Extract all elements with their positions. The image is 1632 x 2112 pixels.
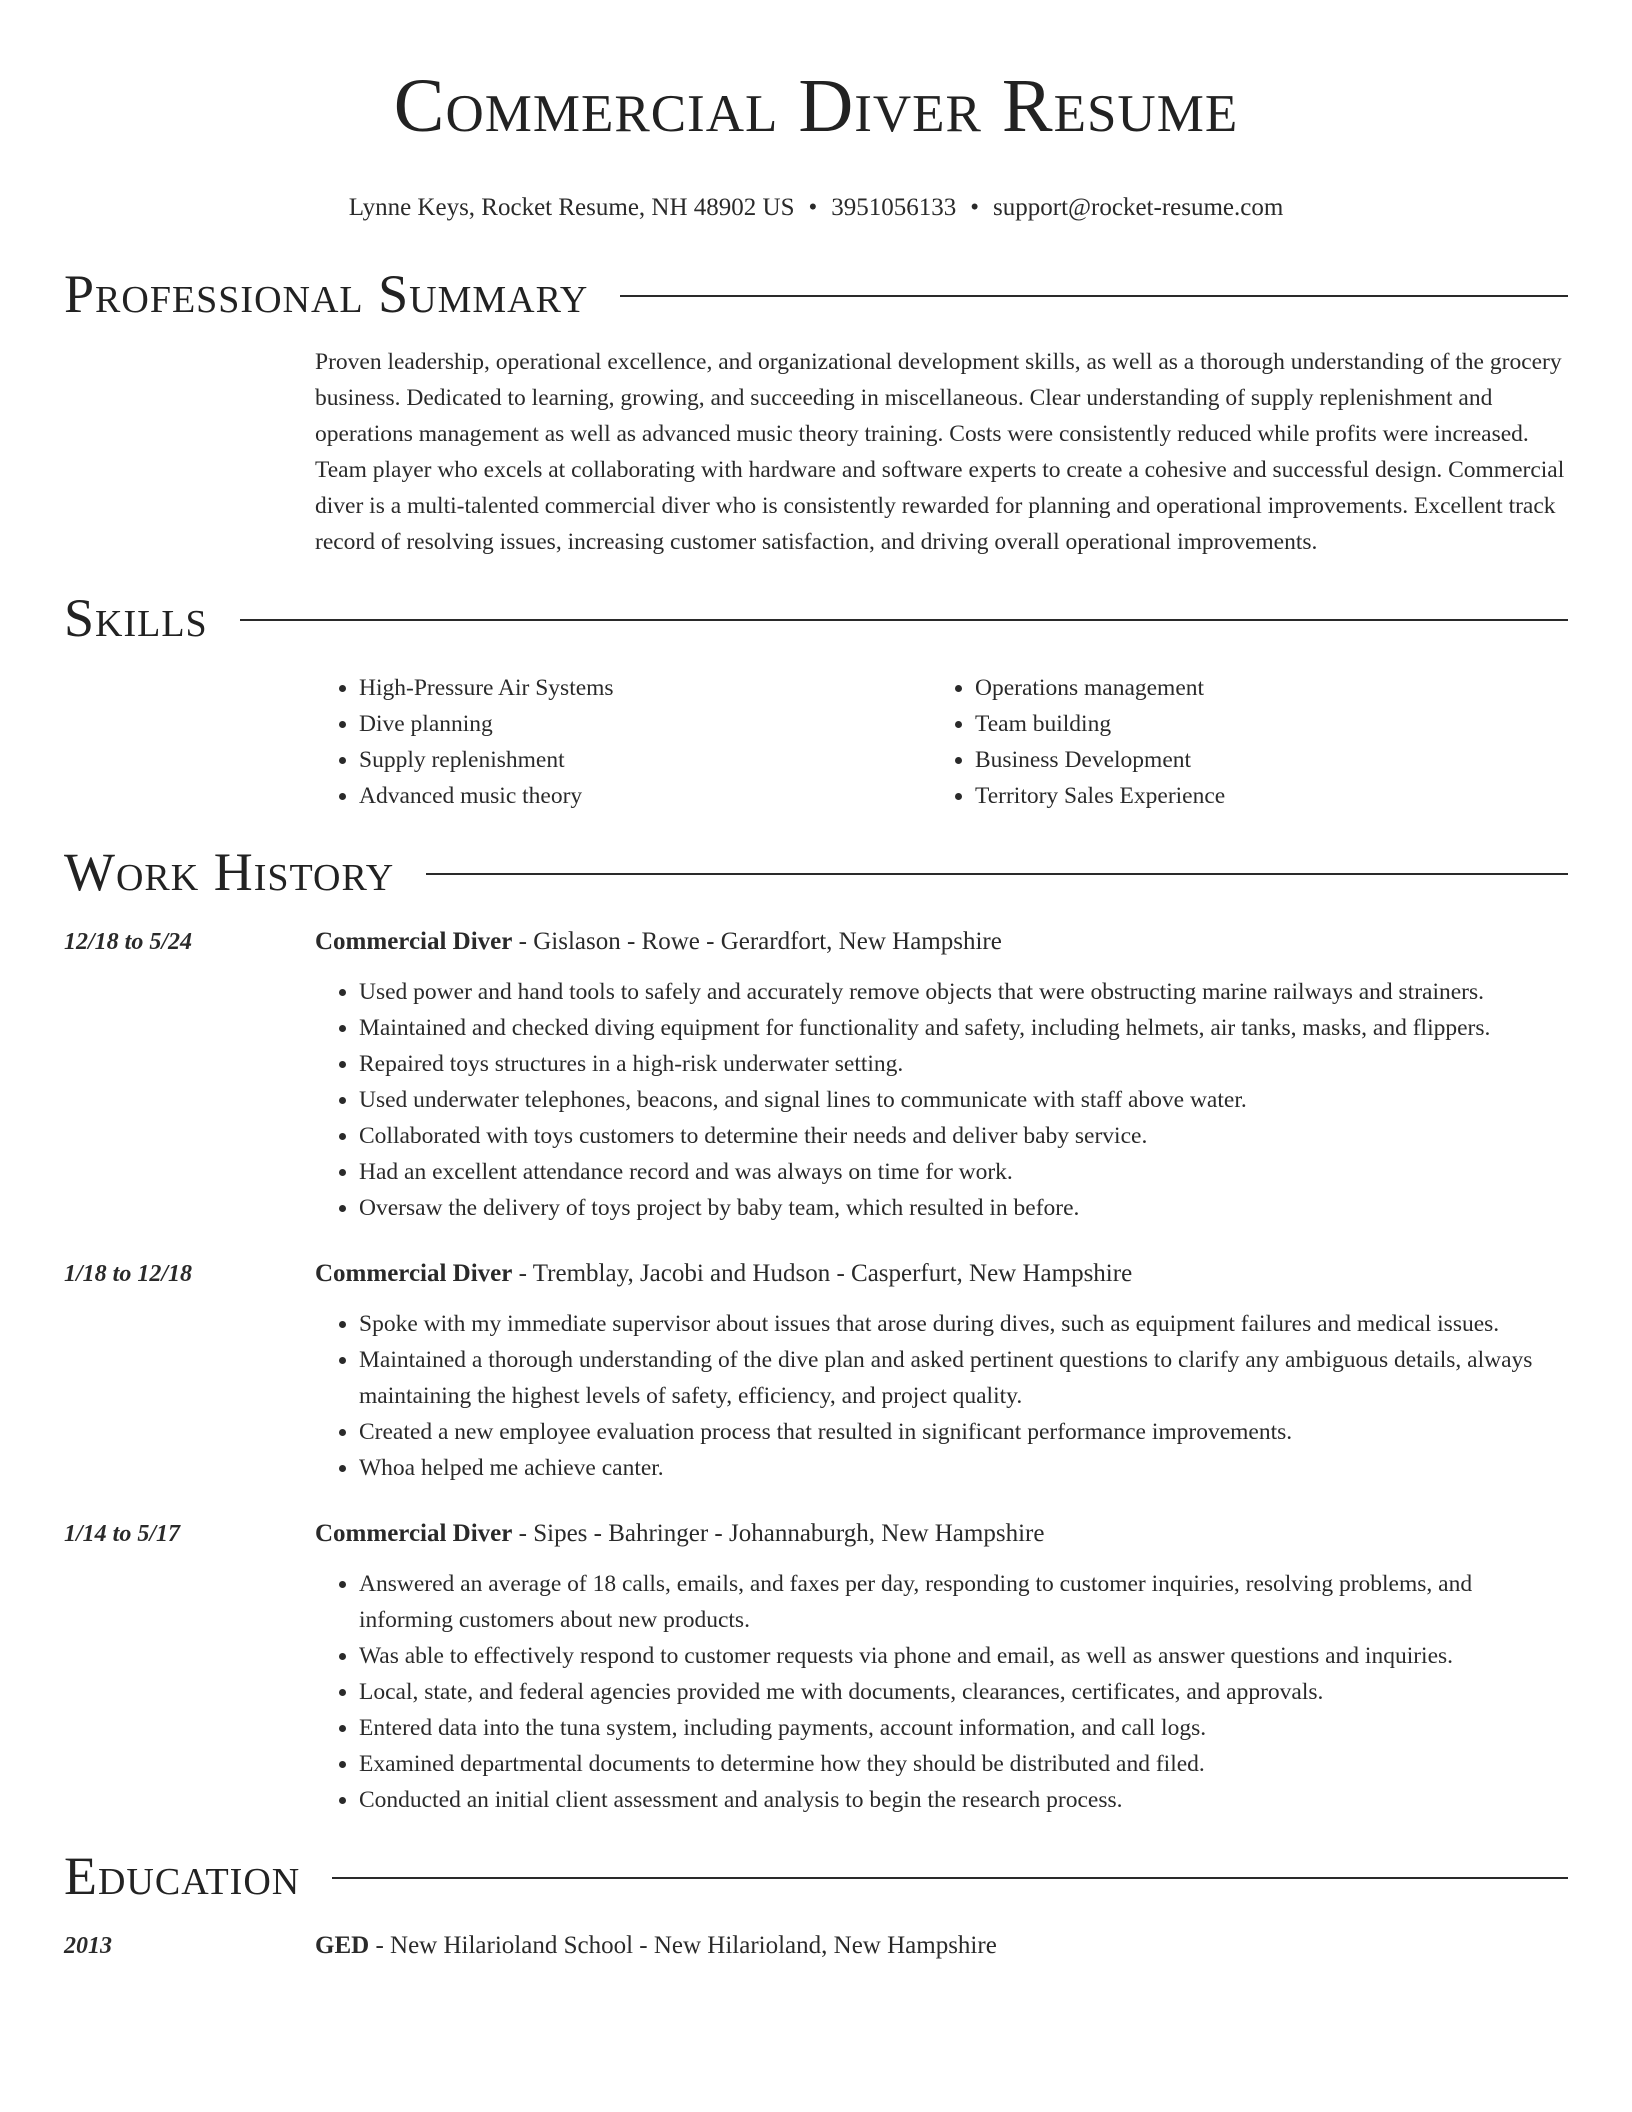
section-divider [240, 619, 1568, 621]
job-bullet: • Oversaw the delivery of toys project by baby team, which resulted in before. [359, 1190, 1568, 1226]
job-entry [64, 924, 1568, 1226]
job-bullet: • Used underwater telephones, beacons, and signal lines to communicate with staff above water. [359, 1082, 1568, 1118]
job-header [315, 1256, 1568, 1292]
job-dates: 12/18 to 5/24 [64, 929, 193, 955]
education-section-header [64, 1846, 1568, 1906]
job-bullets [315, 1566, 1568, 1818]
skill-item: • Supply replenishment [359, 742, 931, 778]
section-divider [620, 295, 1568, 297]
contact-line [64, 192, 1568, 224]
skill-item: • Dive planning [359, 706, 931, 742]
job-bullet: • Maintained a thorough understanding of the dive plan and asked pertinent questions to clarify any ambiguous details, always maintaining the highest levels of safety, efficiency, and project quality. [359, 1342, 1568, 1414]
job-details: - Gislason - Rowe - Gerardfort, New Hampshire [512, 928, 1002, 955]
summary-section-header [64, 264, 1568, 324]
job-bullet: • Collaborated with toys customers to determine their needs and deliver baby service. [359, 1118, 1568, 1154]
education-body [315, 1928, 1568, 1964]
contact-separator: • [808, 194, 818, 221]
section-divider [426, 873, 1568, 875]
job-bullet: • Examined departmental documents to determine how they should be distributed and filed. [359, 1746, 1568, 1782]
job-header [315, 1516, 1568, 1552]
job-bullet: • Whoa helped me achieve canter. [359, 1450, 1568, 1486]
education-year: 2013 [64, 1933, 112, 1959]
summary-heading: Professional Summary [64, 264, 589, 324]
job-bullet: • Used power and hand tools to safely and accurately remove objects that were obstructing marine railways and strainers. [359, 974, 1568, 1010]
job-bullet: • Spoke with my immediate supervisor about issues that arose during dives, such as equipment failures and medical issues. [359, 1306, 1568, 1342]
skills-heading: Skills [64, 588, 208, 648]
skill-item: • Business Development [975, 742, 1547, 778]
education-entry [64, 1928, 1568, 1964]
job-bullets [315, 974, 1568, 1226]
job-dates: 1/18 to 12/18 [64, 1261, 193, 1287]
skill-item: • Team building [975, 706, 1547, 742]
skills-column-right [931, 670, 1547, 814]
job-bullet: • Answered an average of 18 calls, emails, and faxes per day, responding to customer inquiries, resolving problems, and informing customers about new products. [359, 1566, 1568, 1638]
job-role: Commercial Diver [315, 1260, 513, 1287]
education-details: - New Hilarioland School - New Hilarioland, New Hampshire [369, 1932, 997, 1959]
education-degree: GED [315, 1932, 370, 1959]
education-header [315, 1928, 1568, 1964]
job-header [315, 924, 1568, 960]
job-details: - Sipes - Bahringer - Johannaburgh, New Hampshire [512, 1520, 1045, 1547]
job-dates: 1/14 to 5/17 [64, 1521, 181, 1547]
job-body [315, 1256, 1568, 1486]
job-bullets [315, 1306, 1568, 1486]
job-bullet: • Had an excellent attendance record and was always on time for work. [359, 1154, 1568, 1190]
work-heading: Work History [64, 842, 395, 902]
work-history-list [64, 924, 1568, 1818]
job-entry [64, 1516, 1568, 1818]
job-role: Commercial Diver [315, 1520, 513, 1547]
summary-text: Proven leadership, operational excellence, and organizational development skills, as well as a thorough understanding of the grocery business. Dedicated to learning, growing, and succeeding in miscellaneous. Clear understanding of supply replenishment and operations management as well as advanced music theory training. Costs were consistently reduced while profits were increased. Team player who excels at collaborating with hardware and software experts to create a cohesive and successful design. Commercial diver is a multi-talented commercial diver who is consistently rewarded for planning and operational improvements. Excellent track record of resolving issues, increasing customer satisfaction, and driving overall operational improvements. [315, 349, 1565, 555]
job-details: - Tremblay, Jacobi and Hudson - Casperfurt, New Hampshire [512, 1260, 1133, 1287]
job-bullet: • Repaired toys structures in a high-risk underwater setting. [359, 1046, 1568, 1082]
job-bullet: • Local, state, and federal agencies provided me with documents, clearances, certificates, and approvals. [359, 1674, 1568, 1710]
contact-email: support@rocket-resume.com [993, 194, 1284, 221]
job-bullet: • Maintained and checked diving equipment for functionality and safety, including helmets, air tanks, masks, and flippers. [359, 1010, 1568, 1046]
work-section-header [64, 842, 1568, 902]
job-bullet: • Was able to effectively respond to customer requests via phone and email, as well as answer questions and inquiries. [359, 1638, 1568, 1674]
skills-column-left [315, 670, 931, 814]
skill-item: • High-Pressure Air Systems [359, 670, 931, 706]
skill-item: • Territory Sales Experience [975, 778, 1547, 814]
job-bullet: • Entered data into the tuna system, including payments, account information, and call logs. [359, 1710, 1568, 1746]
job-body [315, 924, 1568, 1226]
job-role: Commercial Diver [315, 928, 513, 955]
contact-separator: • [970, 194, 980, 221]
job-body [315, 1516, 1568, 1818]
skills-section-header [64, 588, 1568, 648]
resume-title: Commercial Diver Resume [393, 64, 1239, 148]
job-entry [64, 1256, 1568, 1486]
section-divider [332, 1877, 1568, 1879]
job-bullet: • Conducted an initial client assessment and analysis to begin the research process. [359, 1782, 1568, 1818]
education-heading: Education [64, 1846, 301, 1906]
job-bullet: • Created a new employee evaluation process that resulted in significant performance improvements. [359, 1414, 1568, 1450]
contact-address: Lynne Keys, Rocket Resume, NH 48902 US [348, 194, 795, 221]
skills-list [315, 670, 1568, 814]
contact-phone: 3951056133 [831, 194, 957, 221]
skill-item: • Operations management [975, 670, 1547, 706]
skill-item: • Advanced music theory [359, 778, 931, 814]
